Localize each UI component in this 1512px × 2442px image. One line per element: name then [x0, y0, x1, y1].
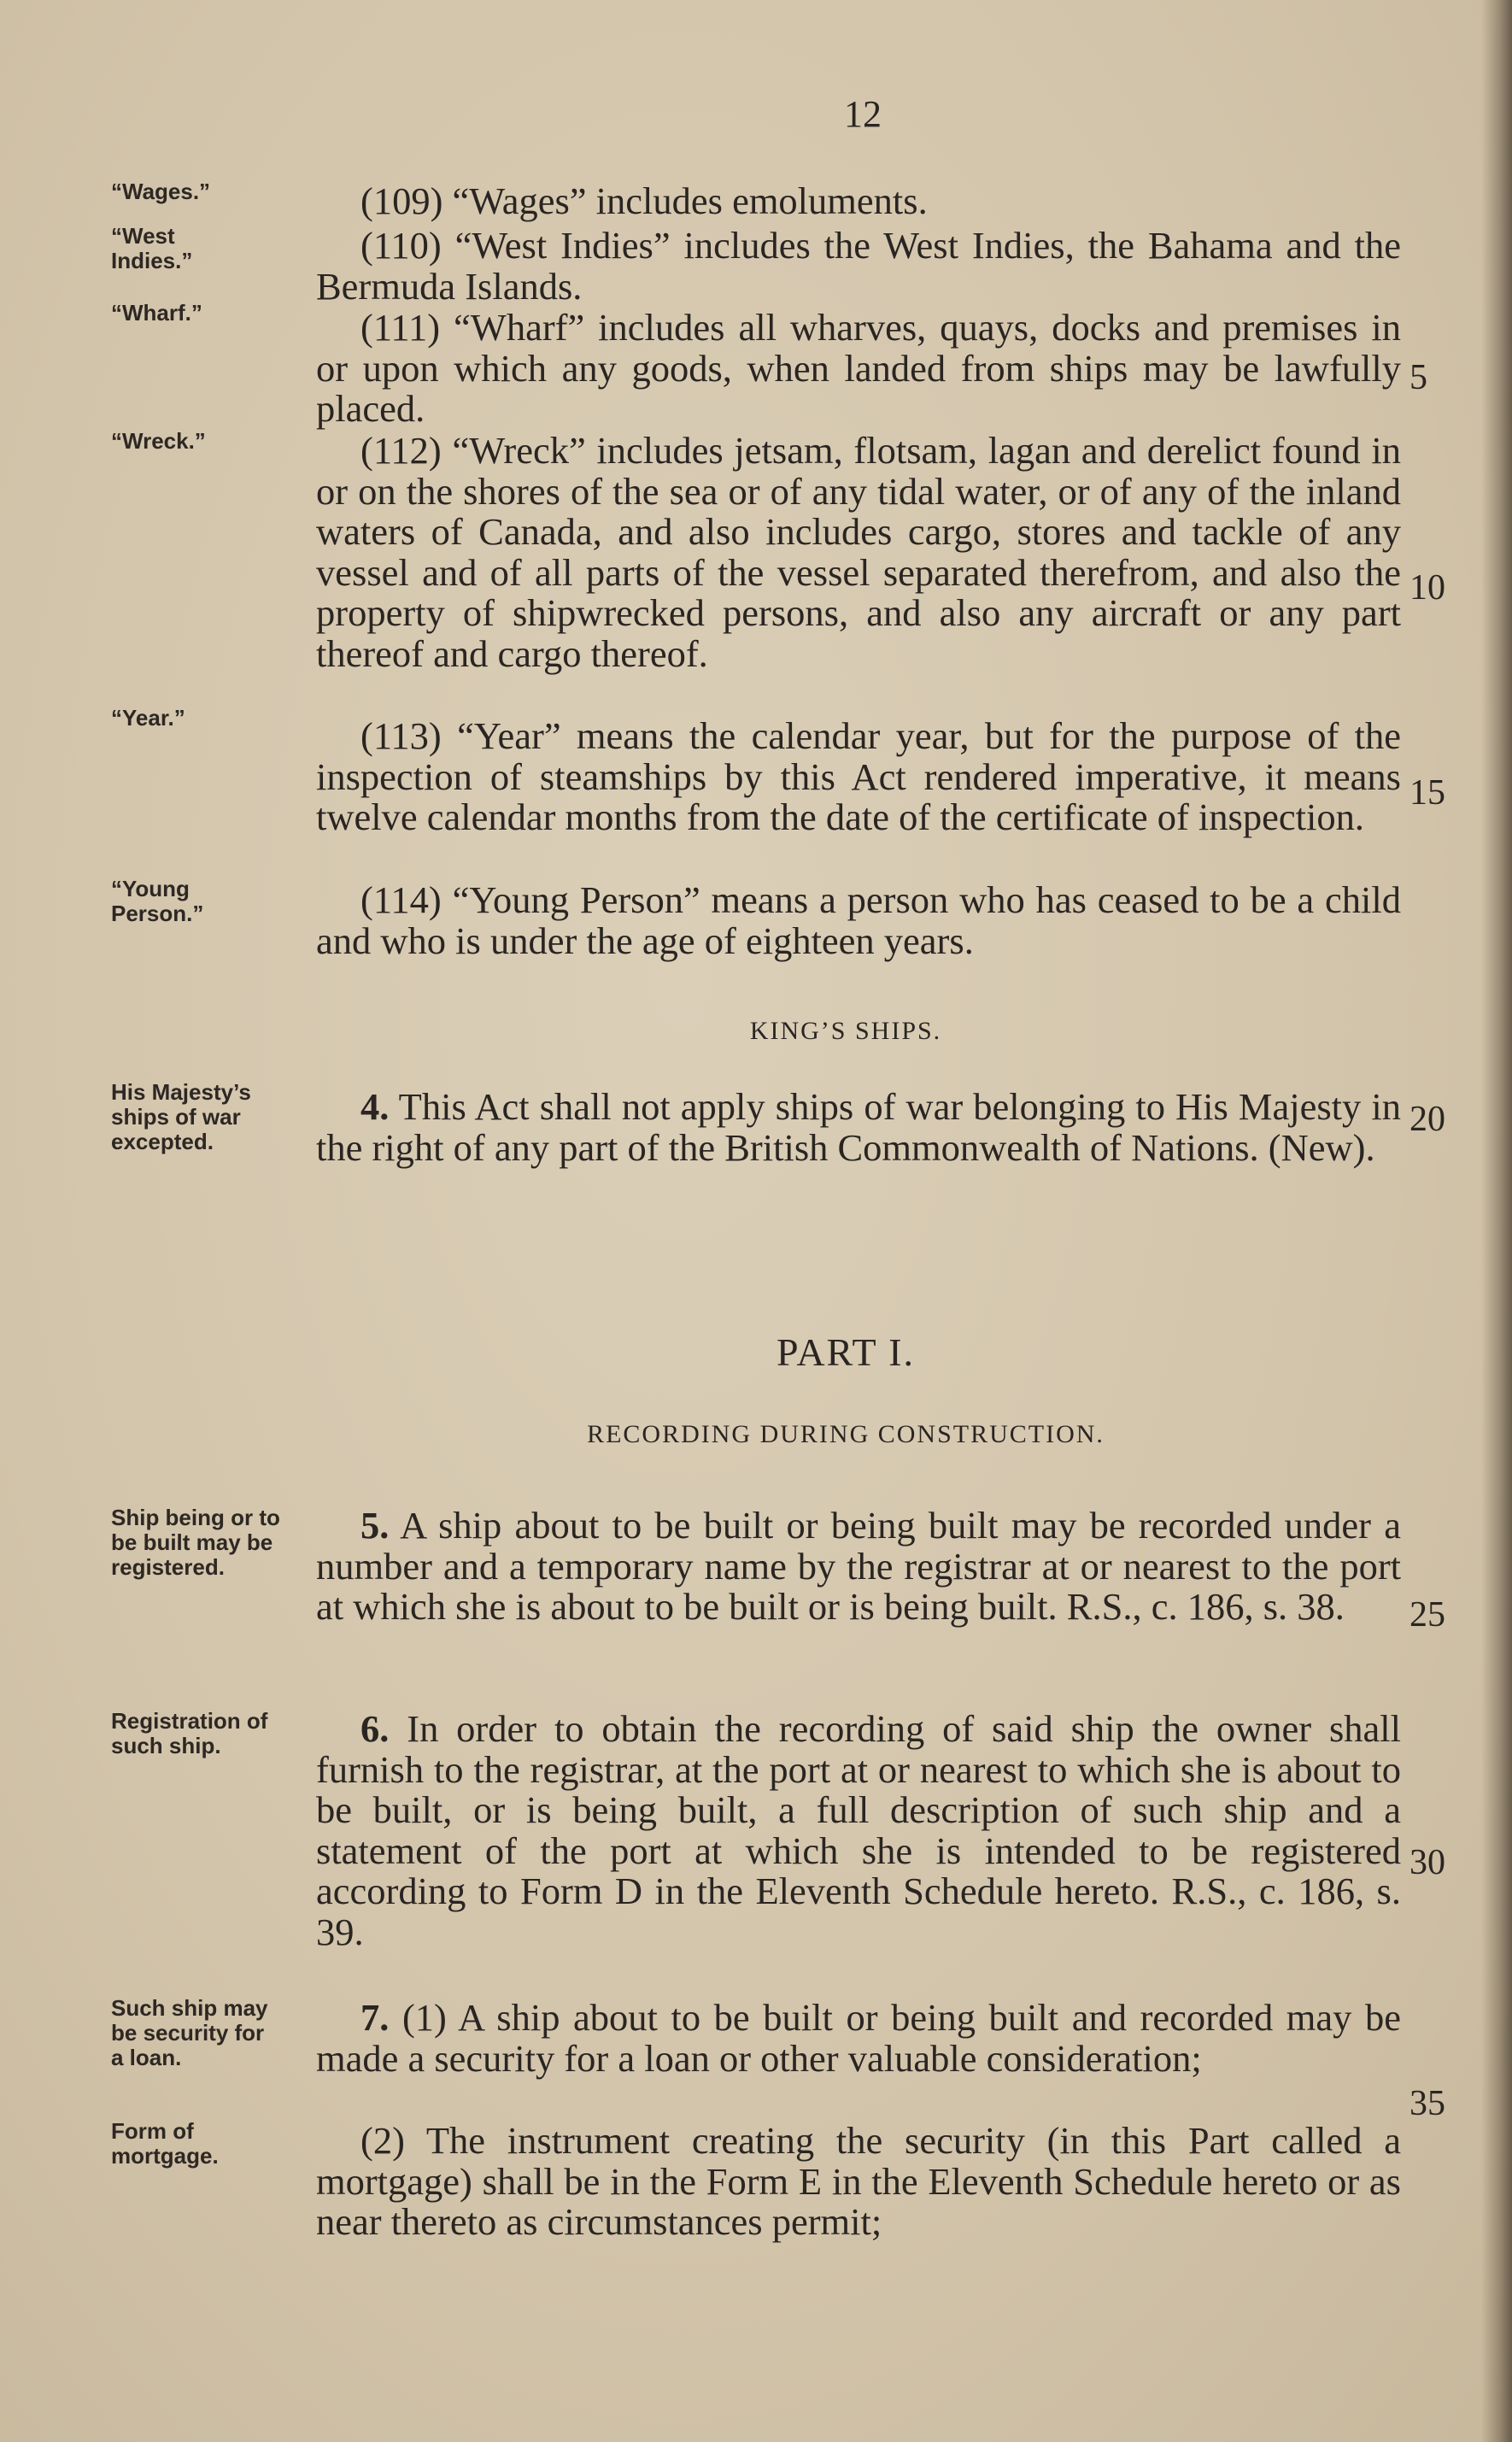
heading-part-i: PART I. — [776, 1330, 916, 1374]
line-number-20: 20 — [1409, 1100, 1445, 1139]
page-edge-shadow — [1481, 0, 1512, 2442]
margin-note-wharf: “Wharf.” — [111, 300, 202, 326]
margin-note-year: “Year.” — [111, 705, 185, 731]
section-5 — [316, 1506, 1401, 1628]
margin-note-security: Such ship may be security for a loan. — [111, 1995, 268, 2070]
line-number-15: 15 — [1409, 773, 1445, 813]
section-7-2: (2) The instrument creating the security (in this Part called a mortgage) shall be in the Form E in the Eleventh Schedule hereto or as near thereto as circumstances permit; — [316, 2119, 1401, 2243]
margin-note-west-indies: “West Indies.” — [111, 223, 193, 273]
section-6-text: In order to obtain the recording of said ship the owner shall furnish to the registrar, at the port at or nearest to which she is about to be built, or is being built, a full description of such ship and a statement of the port at which she is intended to be registered according to Form D in the Eleventh Schedule hereto. R.S., c. 186, s. 39. — [316, 1707, 1402, 1953]
margin-note-ship-being-built: Ship being or to be built may be registered. — [111, 1505, 280, 1580]
section-4 — [316, 1087, 1401, 1168]
page-number: 12 — [844, 93, 882, 135]
line-number-35: 35 — [1409, 2084, 1445, 2123]
section-4-number: 4. — [360, 1085, 390, 1128]
section-5-text: A ship about to be built or being built may be recorded under a number and a temporary name by the registrar at or nearest to the port at which she is about to be built or is being built. R.S., c. 186, s. 38. — [316, 1504, 1401, 1628]
margin-note-his-majestys-ships: His Majesty’s ships of war excepted. — [111, 1079, 251, 1154]
paragraph-110: (110) “West Indies” includes the West Indies, the Bahama and the Bermuda Islands. — [316, 224, 1401, 308]
section-5-number: 5. — [360, 1504, 390, 1547]
section-7-1-text: (1) A ship about to be built or being built and recorded may be made a security for a loan or other valuable consideration; — [316, 1996, 1401, 2080]
margin-note-young-person: “Young Person.” — [111, 876, 204, 926]
heading-recording-during-construction: RECORDING DURING CONSTRUCTION. — [587, 1420, 1105, 1448]
paragraph-114: (114) “Young Person” means a person who has ceased to be a child and who is under the age of eighteen years. — [316, 878, 1401, 962]
paragraph-109: (109) “Wages” includes emoluments. — [360, 179, 928, 222]
margin-note-form-of-mortgage: Form of mortgage. — [111, 2118, 219, 2169]
line-number-5: 5 — [1409, 358, 1427, 397]
section-7-number: 7. — [360, 1996, 390, 2039]
margin-note-wages: “Wages.” — [111, 179, 211, 204]
paragraph-111: (111) “Wharf” includes all wharves, quays, docks and premises in or upon which any goods, when landed from ships may be lawfully placed. — [316, 306, 1401, 430]
section-6-number: 6. — [360, 1707, 390, 1750]
section-4-text: This Act shall not apply ships of war belonging to His Majesty in the right of any part of the British Commonwealth of Nations. (New). — [316, 1085, 1401, 1169]
section-7-1 — [316, 1998, 1401, 2079]
paragraph-113: (113) “Year” means the calendar year, but for the purpose of the inspection of steamships by this Act rendered imperative, it means twelve calendar months from the date of the certificate of inspection. — [316, 714, 1401, 838]
margin-note-wreck: “Wreck.” — [111, 428, 206, 454]
heading-kings-ships: KING’S SHIPS. — [749, 1017, 942, 1045]
line-number-10: 10 — [1409, 568, 1445, 608]
line-number-30: 30 — [1409, 1843, 1445, 1882]
line-number-25: 25 — [1409, 1595, 1445, 1635]
paragraph-112: (112) “Wreck” includes jetsam, flotsam, lagan and derelict found in or on the shores of the sea or of any tidal water, or of any of the inland waters of Canada, and also includes cargo, stores and tackle of any vessel and of all parts of the vessel separated therefrom, and also the property of shipwrecked persons, and also any aircraft or any part thereof and cargo thereof. — [316, 429, 1401, 675]
margin-note-registration: Registration of such ship. — [111, 1708, 268, 1758]
section-6 — [316, 1709, 1401, 1952]
